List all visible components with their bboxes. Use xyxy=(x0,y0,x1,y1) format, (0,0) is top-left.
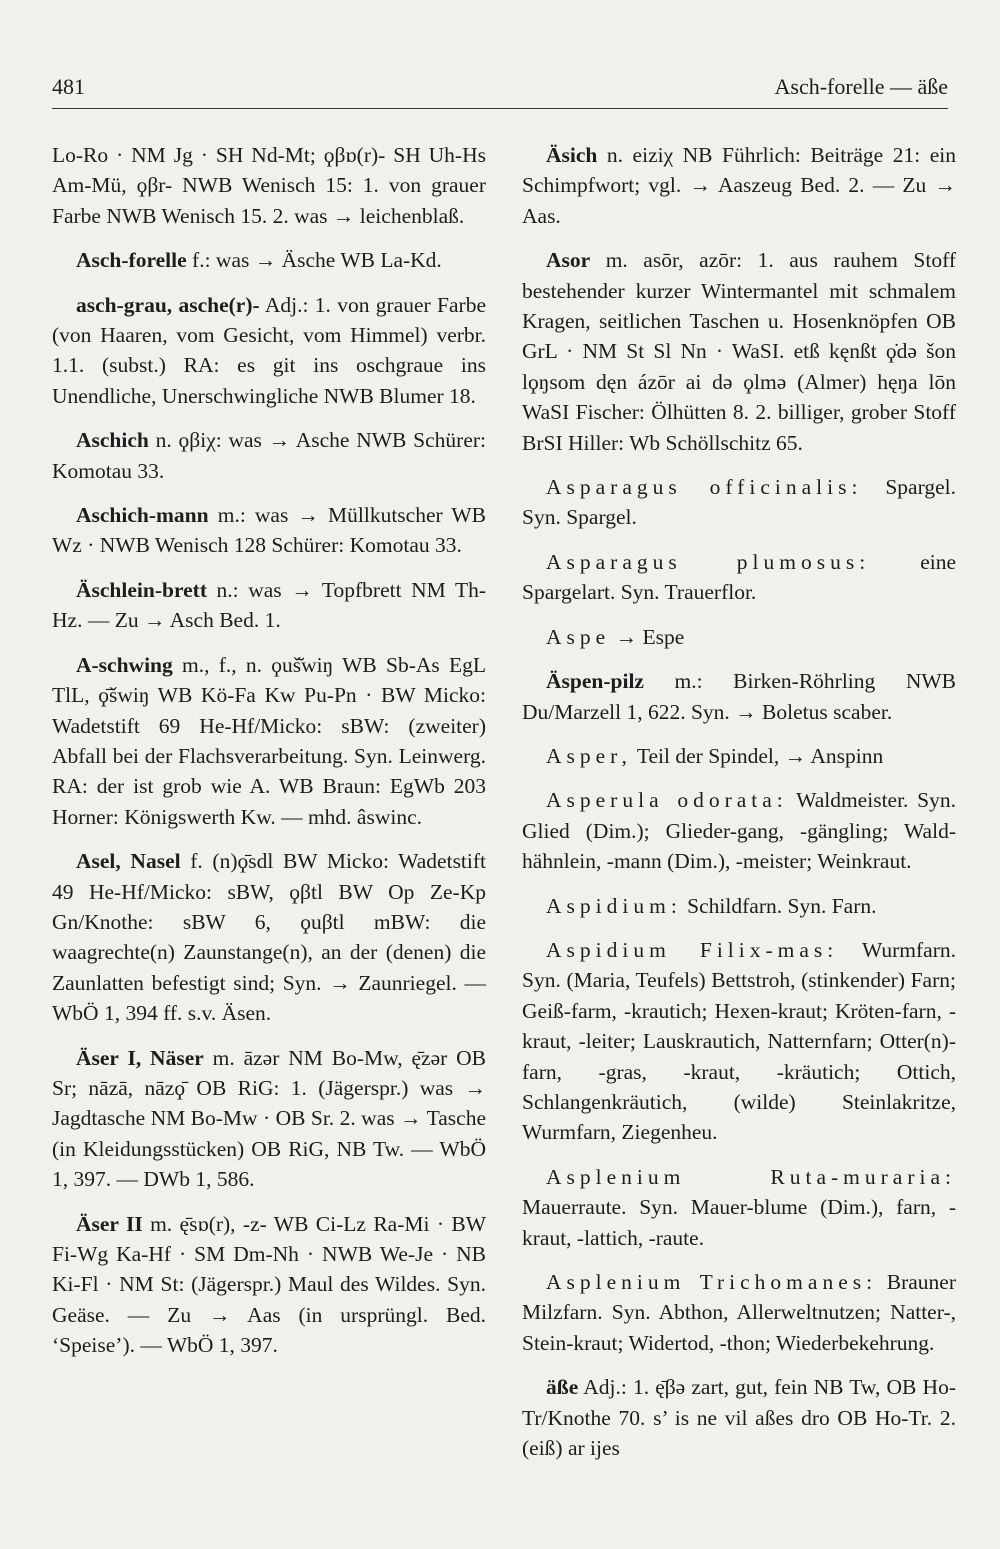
dictionary-entry xyxy=(52,500,486,561)
botanical-entry xyxy=(522,785,956,876)
botanical-name: Asperula odorata: xyxy=(546,788,788,813)
entry-text: Adj.: 1. von grauer Farbe (von Haaren, vom Gesicht, vom Himmel) verbr. 1.1. (subst.) RA: es git ins oschgraue ins Unendliche, Unerschwingliche NWB Blumer 18. xyxy=(52,292,486,408)
dictionary-entry xyxy=(52,245,486,275)
entry-text: f. (n)ϙ̄sdl BW Micko: Wadetstift 49 He-Hf/Micko: sBW, ϙβtl BW Op Ze-Kp Gn/Knothe: sBW 6, ϙuβtl mBW: die waagrechte(n) Zaunstange(n), an der (denen) die Zaunlatten befestigt sind; Syn. → Zaunriegel. — WbÖ 1, 394 ff. s.v. Äsen. xyxy=(52,849,487,1026)
dictionary-entry xyxy=(52,650,486,832)
entry-text: Schildfarn. Syn. Farn. xyxy=(687,893,877,918)
entry-text: eine Spargelart. Syn. Trauerflor. xyxy=(522,549,956,605)
entry-text: Mauerraute. Syn. Mauer-blume (Dim.), farn, -kraut, -lattich, -raute. xyxy=(522,1195,956,1250)
entry-text: n. ϙβiχ: was → Asche NWB Schürer: Komotau 33. xyxy=(52,428,486,483)
entry-headword: A-schwing xyxy=(76,652,173,677)
entry-text: Brauner Milzfarn. Syn. Abthon, Allerweltnutzen; Natter-, Stein-kraut; Widertod, -thon; Wiederbekehrung. xyxy=(522,1270,957,1355)
entry-text: → Espe xyxy=(615,624,685,649)
entry-text: n.: was → Topfbrett NM Th-Hz. — Zu → Asch Bed. 1. xyxy=(52,577,486,633)
botanical-entry xyxy=(522,1267,956,1358)
entry-text: m. ę̄sɒ(r), -z- WB Ci-Lz Ra-Mi · BW Fi-Wg Ka-Hf · SM Dm-Nh · NWB We-Je · NB Ki-Fl · NM St: (Jägerspr.) Maul des Wildes. Syn. Geäse. — Zu → Aas (in ursprüngl. Bed. ‘Speise’). — WbÖ 1, 397. xyxy=(52,1211,486,1358)
dictionary-entry xyxy=(52,575,486,636)
page-number: 481 xyxy=(52,74,85,99)
botanical-name: Aspe xyxy=(546,624,611,649)
entry-text: n. eiziχ NB Führlich: Beiträge 21: ein Schimpfwort; vgl. → Aaszeug Bed. 2. — Zu → Aas. xyxy=(522,143,957,228)
entry-headword: Aschich xyxy=(76,428,149,453)
dictionary-entry xyxy=(52,1209,486,1361)
botanical-name: Asparagus plumosus: xyxy=(546,549,871,574)
entry-text: Teil der Spindel, → Anspinn xyxy=(636,743,884,768)
botanical-name: Asper, xyxy=(546,743,632,768)
entry-headword: Äspen-pilz xyxy=(546,669,644,694)
botanical-name: Aspidium Filix-mas: xyxy=(546,937,839,962)
entry-text: Lo-Ro · NM Jg · SH Nd-Mt; ϙβɒ(r)- SH Uh-Hs Am-Mü, ϙβr- NWB Wenisch 15: 1. von grauer Farbe NWB Wenisch 15. 2. was → leichenblaß. xyxy=(52,143,486,228)
entry-headword: Äschlein-brett xyxy=(76,577,207,602)
dictionary-entry xyxy=(52,1043,486,1195)
entry-headword: Asel, Nasel xyxy=(76,849,181,874)
botanical-entry xyxy=(522,891,956,921)
dictionary-entry xyxy=(522,1372,956,1463)
entry-text: Adj.: 1. ę̄βə zart, gut, fein NB Tw, OB Ho-Tr/Knothe 70. s’ is ne vil aßes dro OB Ho-Tr. 2. (eiß) ar ijes xyxy=(522,1375,956,1461)
entry-headword: asch-grau, asche(r)- xyxy=(76,292,260,317)
dictionary-entry xyxy=(52,425,486,486)
dictionary-entry xyxy=(522,666,956,727)
running-head: Asch-forelle — äße xyxy=(774,74,948,99)
dictionary-entry xyxy=(522,140,956,231)
entry-text: m. asōr, azōr: 1. aus rauhem Stoff bestehender kurzer Wintermantel mit schmalem Kragen, seitlichen Taschen u. Hosenknöpfen OB GrL · NM St Sl Nn · WaSI. etß kęnßt ϙ̇də šon lϙŋsom dęn ázōr ai də ϙlmə (Almer) hęŋa lōn WaSI Fischer: Ölhütten 8. 2. billiger, grober Stoff BrSI Hiller: Wb Schöllschitz 65. xyxy=(522,248,957,455)
botanical-name: Asplenium Trichomanes: xyxy=(546,1270,878,1294)
entry-headword: äße xyxy=(546,1375,579,1400)
dictionary-entry xyxy=(52,290,486,412)
entry-headword: Äser II xyxy=(76,1211,143,1236)
dictionary-entry xyxy=(522,245,956,458)
botanical-entry xyxy=(522,935,956,1148)
botanical-entry xyxy=(522,1162,956,1253)
page-header xyxy=(52,74,948,109)
botanical-name: Aspidium: xyxy=(546,893,682,918)
entry-headword: Asor xyxy=(546,248,591,273)
entry-headword: Äser I, Näser xyxy=(76,1045,204,1070)
entry-headword: Äsich xyxy=(546,143,598,167)
botanical-entry xyxy=(522,472,956,533)
botanical-entry xyxy=(522,622,956,652)
left-column xyxy=(52,140,486,1375)
right-column xyxy=(522,140,956,1477)
botanical-name: Asparagus officinalis: xyxy=(546,475,863,500)
entry-text: f.: was → Äsche WB La-Kd. xyxy=(192,248,442,273)
botanical-entry xyxy=(522,547,956,608)
entry-text: Wurmfarn. Syn. (Maria, Teufels) Bettstroh, (stinkender) Farn; Geiß-farm, -krautich; Hexen-kraut; Kröten-farn, -kraut, -leiter; Lauskrautich, Natternfarn; Otter(n)-farn, -gras, -kraut, -kräutich; Ottich, Schlangenkräutich, (wilde) Steinlakritze, Wurmfarn, Ziegenheu. xyxy=(522,937,956,1145)
entry-text: m., f., n. ϙuš̆wiŋ WB Sb-As EgL TlL, ϙ̄šwiŋ WB Kö-Fa Kw Pu-Pn · BW Micko: Wadetstift 69 He-Hf/Micko: sBW: (zweiter) Abfall bei der Flachsverarbeitung. Syn. Leinwerg. RA: der ist grob wie A. WB Braun: EgWb 203 Horner: Königswerth Kw. — mhd. âswinc. xyxy=(52,652,487,829)
botanical-name: Asplenium Ruta-muraria: xyxy=(546,1164,956,1189)
entry-headword: Aschich-mann xyxy=(76,503,209,528)
entry-text: m.: was → Müllkutscher WB Wz · NWB Wenisch 128 Schürer: Komotau 33. xyxy=(52,503,487,558)
botanical-entry xyxy=(522,741,956,771)
dictionary-entry xyxy=(52,846,486,1028)
entry-text: Waldmeister. Syn. Glied (Dim.); Glieder-gang, -gängling; Wald-hähnlein, -mann (Dim.), -meister; Weinkraut. xyxy=(522,788,956,874)
entry-text: m. āzər NM Bo-Mw, ę̄zər OB Sr; nāzā, nāzϙ̄ OB RiG: 1. (Jägerspr.) was → Jagdtasche NM Bo-Mw · OB Sr. 2. was → Tasche (in Kleidungsstücken) OB RiG, NB Tw. — WbÖ 1, 397. — DWb 1, 586. xyxy=(52,1045,486,1192)
entry-continuation xyxy=(52,140,486,231)
entry-text: m.: Birken-Röhrling NWB Du/Marzell 1, 622. Syn. → Boletus scaber. xyxy=(522,669,956,724)
entry-text: Spargel. Syn. Spargel. xyxy=(522,475,956,530)
entry-headword: Asch-forelle xyxy=(76,248,187,273)
